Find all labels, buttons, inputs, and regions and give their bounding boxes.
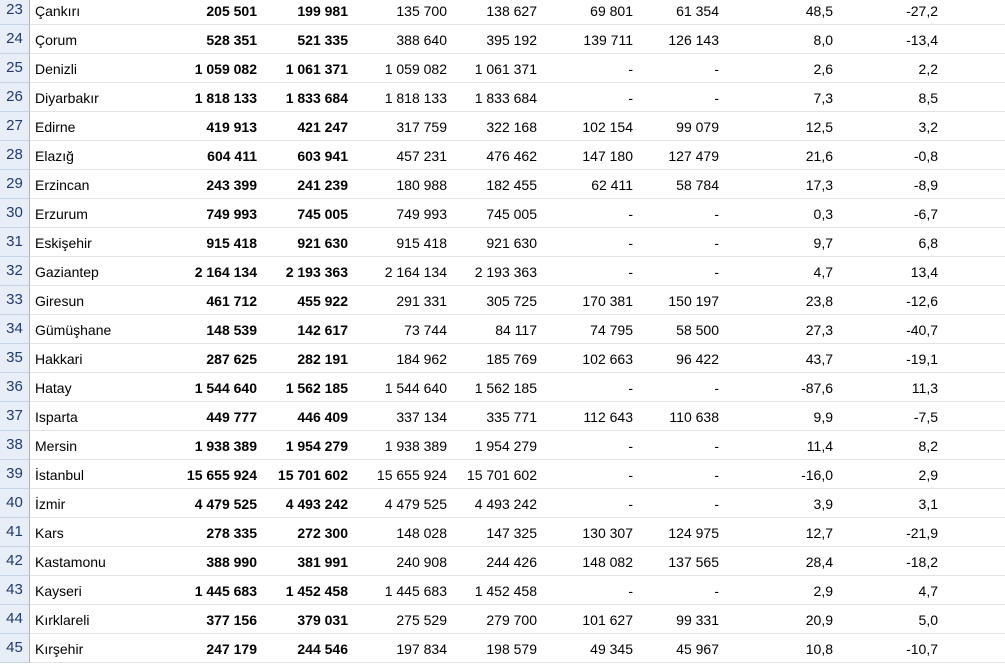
province-name-cell[interactable]: Mersin xyxy=(35,438,78,454)
rural-population-2019-cell[interactable]: - xyxy=(628,61,633,77)
city-population-2020-cell[interactable]: 182 455 xyxy=(486,177,537,193)
city-population-2020-cell[interactable]: 395 192 xyxy=(486,32,537,48)
rural-population-2019-cell[interactable]: 130 307 xyxy=(582,525,633,541)
table-row[interactable] xyxy=(0,315,1005,344)
population-total-2019-cell[interactable]: 1 544 640 xyxy=(194,380,257,396)
city-population-2020-cell[interactable]: 305 725 xyxy=(486,293,537,309)
rural-population-2019-cell[interactable]: 139 711 xyxy=(583,32,633,48)
growth-rate-1-cell[interactable]: 2,6 xyxy=(813,61,833,77)
row-header[interactable]: 33 xyxy=(0,286,30,315)
row-header[interactable]: 35 xyxy=(0,344,30,373)
population-total-2020-cell[interactable]: 379 031 xyxy=(297,612,348,628)
table-row[interactable] xyxy=(0,431,1005,460)
population-total-2019-cell[interactable]: 1 059 082 xyxy=(194,61,257,77)
growth-rate-2-cell[interactable]: -7,5 xyxy=(913,409,938,425)
city-population-2019-cell[interactable]: 388 640 xyxy=(396,32,447,48)
population-total-2020-cell[interactable]: 745 005 xyxy=(297,206,348,222)
city-population-2020-cell[interactable]: 147 325 xyxy=(486,525,537,541)
row-header[interactable]: 28 xyxy=(0,141,30,170)
population-total-2020-cell[interactable]: 1 833 684 xyxy=(285,90,348,106)
row-header[interactable]: 45 xyxy=(0,634,30,663)
province-name-cell[interactable]: Isparta xyxy=(35,409,78,425)
population-total-2019-cell[interactable]: 449 777 xyxy=(206,409,257,425)
table-row[interactable] xyxy=(0,634,1005,663)
city-population-2020-cell[interactable]: 1 562 185 xyxy=(474,380,537,396)
population-total-2020-cell[interactable]: 282 191 xyxy=(297,351,348,367)
rural-population-2019-cell[interactable]: 49 345 xyxy=(590,641,633,657)
population-total-2019-cell[interactable]: 247 179 xyxy=(206,641,257,657)
growth-rate-2-cell[interactable]: -0,8 xyxy=(913,148,938,164)
city-population-2019-cell[interactable]: 180 988 xyxy=(396,177,447,193)
province-name-cell[interactable]: Diyarbakır xyxy=(35,90,99,106)
rural-population-2020-cell[interactable]: 99 331 xyxy=(676,612,719,628)
growth-rate-2-cell[interactable]: 8,2 xyxy=(918,438,938,454)
province-name-cell[interactable]: Hakkari xyxy=(35,351,83,367)
city-population-2019-cell[interactable]: 275 529 xyxy=(396,612,447,628)
growth-rate-1-cell[interactable]: 8,0 xyxy=(813,32,833,48)
rural-population-2019-cell[interactable]: 147 180 xyxy=(582,148,633,164)
population-total-2019-cell[interactable]: 528 351 xyxy=(206,32,257,48)
growth-rate-2-cell[interactable]: 11,3 xyxy=(911,380,938,396)
table-row[interactable] xyxy=(0,112,1005,141)
growth-rate-1-cell[interactable]: 12,7 xyxy=(805,525,833,541)
table-row[interactable] xyxy=(0,460,1005,489)
growth-rate-2-cell[interactable]: 4,7 xyxy=(918,583,938,599)
province-name-cell[interactable]: İzmir xyxy=(35,496,66,512)
growth-rate-1-cell[interactable]: 0,3 xyxy=(813,206,833,222)
rural-population-2020-cell[interactable]: - xyxy=(714,61,719,77)
population-total-2020-cell[interactable]: 244 546 xyxy=(297,641,348,657)
city-population-2019-cell[interactable]: 291 331 xyxy=(396,293,447,309)
city-population-2019-cell[interactable]: 240 908 xyxy=(396,554,447,570)
rural-population-2019-cell[interactable]: 62 411 xyxy=(591,177,633,193)
province-name-cell[interactable]: Çorum xyxy=(35,32,78,48)
city-population-2019-cell[interactable]: 2 164 134 xyxy=(384,264,447,280)
row-header[interactable]: 26 xyxy=(0,83,30,112)
population-total-2019-cell[interactable]: 388 990 xyxy=(206,554,257,570)
city-population-2020-cell[interactable]: 185 769 xyxy=(486,351,537,367)
row-header[interactable]: 40 xyxy=(0,489,30,518)
population-total-2020-cell[interactable]: 272 300 xyxy=(297,525,348,541)
city-population-2019-cell[interactable]: 337 134 xyxy=(396,409,447,425)
growth-rate-1-cell[interactable]: 27,3 xyxy=(805,322,833,338)
growth-rate-1-cell[interactable]: 12,5 xyxy=(805,119,833,135)
table-row[interactable] xyxy=(0,257,1005,286)
city-population-2019-cell[interactable]: 915 418 xyxy=(396,235,447,251)
province-name-cell[interactable]: Gümüşhane xyxy=(35,322,112,338)
growth-rate-1-cell[interactable]: 20,9 xyxy=(805,612,833,628)
population-total-2019-cell[interactable]: 604 411 xyxy=(207,148,257,164)
growth-rate-2-cell[interactable]: 6,8 xyxy=(918,235,938,251)
city-population-2020-cell[interactable]: 15 701 602 xyxy=(466,467,537,483)
province-name-cell[interactable]: Erzurum xyxy=(35,206,88,222)
growth-rate-2-cell[interactable]: -18,2 xyxy=(906,554,938,570)
population-total-2019-cell[interactable]: 419 913 xyxy=(206,119,257,135)
growth-rate-2-cell[interactable]: -40,7 xyxy=(906,322,938,338)
city-population-2020-cell[interactable]: 198 579 xyxy=(486,641,537,657)
row-header[interactable]: 29 xyxy=(0,170,30,199)
rural-population-2020-cell[interactable]: - xyxy=(714,380,719,396)
growth-rate-2-cell[interactable]: 3,2 xyxy=(918,119,938,135)
row-header[interactable]: 42 xyxy=(0,547,30,576)
growth-rate-1-cell[interactable]: -87,6 xyxy=(801,380,833,396)
province-name-cell[interactable]: Çankırı xyxy=(35,3,81,19)
city-population-2020-cell[interactable]: 1 833 684 xyxy=(474,90,537,106)
city-population-2019-cell[interactable]: 15 655 924 xyxy=(376,467,447,483)
row-header[interactable]: 41 xyxy=(0,518,30,547)
rural-population-2019-cell[interactable]: 112 643 xyxy=(583,409,633,425)
table-row[interactable] xyxy=(0,518,1005,547)
population-total-2020-cell[interactable]: 241 239 xyxy=(297,177,348,193)
growth-rate-2-cell[interactable]: 13,4 xyxy=(910,264,938,280)
population-total-2020-cell[interactable]: 521 335 xyxy=(297,32,348,48)
growth-rate-2-cell[interactable]: -19,1 xyxy=(906,351,938,367)
growth-rate-1-cell[interactable]: 48,5 xyxy=(805,3,833,19)
population-total-2020-cell[interactable]: 1 452 458 xyxy=(285,583,348,599)
growth-rate-1-cell[interactable]: 7,3 xyxy=(813,90,833,106)
city-population-2020-cell[interactable]: 2 193 363 xyxy=(474,264,537,280)
growth-rate-1-cell[interactable]: 4,7 xyxy=(813,264,833,280)
rural-population-2020-cell[interactable]: 150 197 xyxy=(668,293,719,309)
rural-population-2019-cell[interactable]: 101 627 xyxy=(582,612,633,628)
rural-population-2020-cell[interactable]: 45 967 xyxy=(676,641,719,657)
growth-rate-1-cell[interactable]: 9,7 xyxy=(813,235,833,251)
table-row[interactable] xyxy=(0,605,1005,634)
city-population-2020-cell[interactable]: 322 168 xyxy=(486,119,537,135)
population-total-2020-cell[interactable]: 2 193 363 xyxy=(285,264,348,280)
province-name-cell[interactable]: Giresun xyxy=(35,293,85,309)
rural-population-2020-cell[interactable]: - xyxy=(714,496,719,512)
rural-population-2020-cell[interactable]: 110 638 xyxy=(669,409,719,425)
population-total-2019-cell[interactable]: 15 655 924 xyxy=(186,467,257,483)
rural-population-2019-cell[interactable]: - xyxy=(628,380,633,396)
rural-population-2020-cell[interactable]: 137 565 xyxy=(668,554,719,570)
table-row[interactable] xyxy=(0,83,1005,112)
province-name-cell[interactable]: Hatay xyxy=(35,380,72,396)
city-population-2020-cell[interactable]: 1 954 279 xyxy=(474,438,537,454)
rural-population-2020-cell[interactable]: - xyxy=(714,438,719,454)
growth-rate-1-cell[interactable]: 17,3 xyxy=(805,177,833,193)
growth-rate-2-cell[interactable]: 2,9 xyxy=(918,467,938,483)
rural-population-2020-cell[interactable]: 127 479 xyxy=(668,148,719,164)
row-header[interactable]: 30 xyxy=(0,199,30,228)
row-header[interactable]: 24 xyxy=(0,25,30,54)
rural-population-2019-cell[interactable]: 74 795 xyxy=(590,322,633,338)
row-header[interactable]: 44 xyxy=(0,605,30,634)
population-total-2019-cell[interactable]: 915 418 xyxy=(206,235,257,251)
row-header[interactable]: 32 xyxy=(0,257,30,286)
city-population-2019-cell[interactable]: 1 818 133 xyxy=(384,90,447,106)
province-name-cell[interactable]: Gaziantep xyxy=(35,264,99,280)
row-header[interactable]: 34 xyxy=(0,315,30,344)
province-name-cell[interactable]: Denizli xyxy=(35,61,78,77)
province-name-cell[interactable]: Kırşehir xyxy=(35,641,84,657)
city-population-2019-cell[interactable]: 1 445 683 xyxy=(384,583,447,599)
growth-rate-1-cell[interactable]: 10,8 xyxy=(805,641,833,657)
growth-rate-1-cell[interactable]: 2,9 xyxy=(813,583,833,599)
city-population-2019-cell[interactable]: 457 231 xyxy=(396,148,447,164)
city-population-2020-cell[interactable]: 138 627 xyxy=(486,3,537,19)
growth-rate-2-cell[interactable]: -13,4 xyxy=(906,32,938,48)
population-total-2020-cell[interactable]: 446 409 xyxy=(297,409,348,425)
growth-rate-1-cell[interactable]: 9,9 xyxy=(813,409,833,425)
province-name-cell[interactable]: Elazığ xyxy=(35,148,74,164)
city-population-2020-cell[interactable]: 921 630 xyxy=(486,235,537,251)
growth-rate-2-cell[interactable]: -6,7 xyxy=(913,206,938,222)
rural-population-2020-cell[interactable]: 58 784 xyxy=(676,177,719,193)
city-population-2019-cell[interactable]: 1 059 082 xyxy=(384,61,447,77)
rural-population-2019-cell[interactable]: - xyxy=(628,90,633,106)
rural-population-2020-cell[interactable]: - xyxy=(714,206,719,222)
growth-rate-2-cell[interactable]: 3,1 xyxy=(918,496,938,512)
city-population-2020-cell[interactable]: 1 452 458 xyxy=(474,583,537,599)
population-total-2019-cell[interactable]: 4 479 525 xyxy=(194,496,257,512)
rural-population-2019-cell[interactable]: - xyxy=(628,467,633,483)
row-header[interactable]: 23 xyxy=(0,0,30,25)
province-name-cell[interactable]: Eskişehir xyxy=(35,235,92,251)
growth-rate-2-cell[interactable]: -21,9 xyxy=(906,525,938,541)
population-total-2019-cell[interactable]: 1 938 389 xyxy=(194,438,257,454)
growth-rate-2-cell[interactable]: 2,2 xyxy=(918,61,938,77)
rural-population-2020-cell[interactable]: 96 422 xyxy=(676,351,719,367)
population-total-2019-cell[interactable]: 749 993 xyxy=(206,206,257,222)
rural-population-2019-cell[interactable]: - xyxy=(628,583,633,599)
city-population-2019-cell[interactable]: 135 700 xyxy=(396,3,447,19)
row-header[interactable]: 39 xyxy=(0,460,30,489)
city-population-2019-cell[interactable]: 148 028 xyxy=(396,525,447,541)
city-population-2020-cell[interactable]: 476 462 xyxy=(486,148,537,164)
growth-rate-1-cell[interactable]: 3,9 xyxy=(813,496,833,512)
city-population-2019-cell[interactable]: 73 744 xyxy=(404,322,447,338)
population-total-2020-cell[interactable]: 921 630 xyxy=(297,235,348,251)
growth-rate-2-cell[interactable]: -12,6 xyxy=(906,293,938,309)
row-header[interactable]: 37 xyxy=(0,402,30,431)
population-total-2020-cell[interactable]: 1 954 279 xyxy=(285,438,348,454)
table-row[interactable] xyxy=(0,547,1005,576)
row-header[interactable]: 43 xyxy=(0,576,30,605)
row-header[interactable]: 38 xyxy=(0,431,30,460)
province-name-cell[interactable]: Kars xyxy=(35,525,64,541)
province-name-cell[interactable]: Kayseri xyxy=(35,583,82,599)
rural-population-2019-cell[interactable]: - xyxy=(628,264,633,280)
city-population-2019-cell[interactable]: 4 479 525 xyxy=(384,496,447,512)
rural-population-2020-cell[interactable]: - xyxy=(714,90,719,106)
province-name-cell[interactable]: Edirne xyxy=(35,119,76,135)
table-row[interactable] xyxy=(0,286,1005,315)
table-row[interactable] xyxy=(0,54,1005,83)
rural-population-2019-cell[interactable]: 102 154 xyxy=(582,119,633,135)
rural-population-2019-cell[interactable]: - xyxy=(628,206,633,222)
rural-population-2019-cell[interactable]: - xyxy=(628,235,633,251)
population-total-2019-cell[interactable]: 461 712 xyxy=(206,293,257,309)
growth-rate-2-cell[interactable]: -27,2 xyxy=(906,3,938,19)
growth-rate-1-cell[interactable]: 43,7 xyxy=(805,351,833,367)
city-population-2020-cell[interactable]: 279 700 xyxy=(486,612,537,628)
growth-rate-1-cell[interactable]: 21,6 xyxy=(805,148,833,164)
rural-population-2020-cell[interactable]: 124 975 xyxy=(668,525,719,541)
row-header[interactable]: 25 xyxy=(0,54,30,83)
growth-rate-2-cell[interactable]: -10,7 xyxy=(906,641,938,657)
rural-population-2019-cell[interactable]: - xyxy=(628,438,633,454)
population-total-2020-cell[interactable]: 1 562 185 xyxy=(285,380,348,396)
population-total-2020-cell[interactable]: 455 922 xyxy=(297,293,348,309)
rural-population-2020-cell[interactable]: - xyxy=(714,583,719,599)
table-row[interactable] xyxy=(0,344,1005,373)
population-total-2020-cell[interactable]: 142 617 xyxy=(297,322,348,338)
population-total-2019-cell[interactable]: 287 625 xyxy=(206,351,257,367)
city-population-2019-cell[interactable]: 1 544 640 xyxy=(384,380,447,396)
growth-rate-1-cell[interactable]: 28,4 xyxy=(805,554,833,570)
rural-population-2019-cell[interactable]: 102 663 xyxy=(582,351,633,367)
population-total-2020-cell[interactable]: 199 981 xyxy=(297,3,348,19)
rural-population-2019-cell[interactable]: 69 801 xyxy=(590,3,633,19)
table-row[interactable] xyxy=(0,141,1005,170)
city-population-2019-cell[interactable]: 317 759 xyxy=(396,119,447,135)
table-row[interactable] xyxy=(0,199,1005,228)
city-population-2020-cell[interactable]: 745 005 xyxy=(486,206,537,222)
rural-population-2020-cell[interactable]: 99 079 xyxy=(676,119,719,135)
city-population-2020-cell[interactable]: 4 493 242 xyxy=(474,496,537,512)
province-name-cell[interactable]: İstanbul xyxy=(35,467,85,483)
population-total-2019-cell[interactable]: 1 818 133 xyxy=(194,90,257,106)
rural-population-2020-cell[interactable]: - xyxy=(714,264,719,280)
province-name-cell[interactable]: Kastamonu xyxy=(35,554,106,570)
province-name-cell[interactable]: Erzincan xyxy=(35,177,90,193)
row-header[interactable]: 31 xyxy=(0,228,30,257)
rural-population-2020-cell[interactable]: 126 143 xyxy=(668,32,719,48)
province-name-cell[interactable]: Kırklareli xyxy=(35,612,90,628)
table-row[interactable] xyxy=(0,170,1005,199)
city-population-2019-cell[interactable]: 749 993 xyxy=(396,206,447,222)
growth-rate-2-cell[interactable]: 5,0 xyxy=(918,612,938,628)
growth-rate-1-cell[interactable]: -16,0 xyxy=(801,467,833,483)
city-population-2020-cell[interactable]: 84 117 xyxy=(495,322,537,338)
city-population-2019-cell[interactable]: 1 938 389 xyxy=(384,438,447,454)
table-row[interactable] xyxy=(0,0,1005,25)
city-population-2020-cell[interactable]: 1 061 371 xyxy=(474,61,537,77)
population-total-2020-cell[interactable]: 603 941 xyxy=(297,148,348,164)
city-population-2020-cell[interactable]: 244 426 xyxy=(486,554,537,570)
rural-population-2020-cell[interactable]: - xyxy=(714,235,719,251)
city-population-2019-cell[interactable]: 184 962 xyxy=(396,351,447,367)
rural-population-2020-cell[interactable]: 61 354 xyxy=(676,3,719,19)
population-total-2019-cell[interactable]: 148 539 xyxy=(206,322,257,338)
population-total-2020-cell[interactable]: 1 061 371 xyxy=(285,61,348,77)
table-row[interactable] xyxy=(0,489,1005,518)
table-row[interactable] xyxy=(0,402,1005,431)
city-population-2019-cell[interactable]: 197 834 xyxy=(396,641,447,657)
population-total-2020-cell[interactable]: 4 493 242 xyxy=(285,496,348,512)
rural-population-2019-cell[interactable]: 148 082 xyxy=(582,554,633,570)
population-total-2019-cell[interactable]: 377 156 xyxy=(206,612,257,628)
city-population-2020-cell[interactable]: 335 771 xyxy=(486,409,537,425)
table-row[interactable] xyxy=(0,25,1005,54)
population-total-2019-cell[interactable]: 2 164 134 xyxy=(194,264,257,280)
rural-population-2020-cell[interactable]: 58 500 xyxy=(676,322,719,338)
population-total-2019-cell[interactable]: 243 399 xyxy=(206,177,257,193)
population-total-2020-cell[interactable]: 381 991 xyxy=(297,554,348,570)
row-header[interactable]: 36 xyxy=(0,373,30,402)
population-total-2019-cell[interactable]: 205 501 xyxy=(206,3,257,19)
population-total-2019-cell[interactable]: 278 335 xyxy=(206,525,257,541)
rural-population-2020-cell[interactable]: - xyxy=(714,467,719,483)
rural-population-2019-cell[interactable]: - xyxy=(628,496,633,512)
growth-rate-1-cell[interactable]: 23,8 xyxy=(805,293,833,309)
table-row[interactable] xyxy=(0,373,1005,402)
population-total-2020-cell[interactable]: 421 247 xyxy=(297,119,348,135)
table-row[interactable] xyxy=(0,228,1005,257)
population-total-2020-cell[interactable]: 15 701 602 xyxy=(277,467,348,483)
growth-rate-1-cell[interactable]: 11,4 xyxy=(806,438,833,454)
growth-rate-2-cell[interactable]: -8,9 xyxy=(913,177,938,193)
table-row[interactable] xyxy=(0,576,1005,605)
row-header[interactable]: 27 xyxy=(0,112,30,141)
population-total-2019-cell[interactable]: 1 445 683 xyxy=(194,583,257,599)
rural-population-2019-cell[interactable]: 170 381 xyxy=(582,293,633,309)
growth-rate-2-cell[interactable]: 8,5 xyxy=(918,90,938,106)
